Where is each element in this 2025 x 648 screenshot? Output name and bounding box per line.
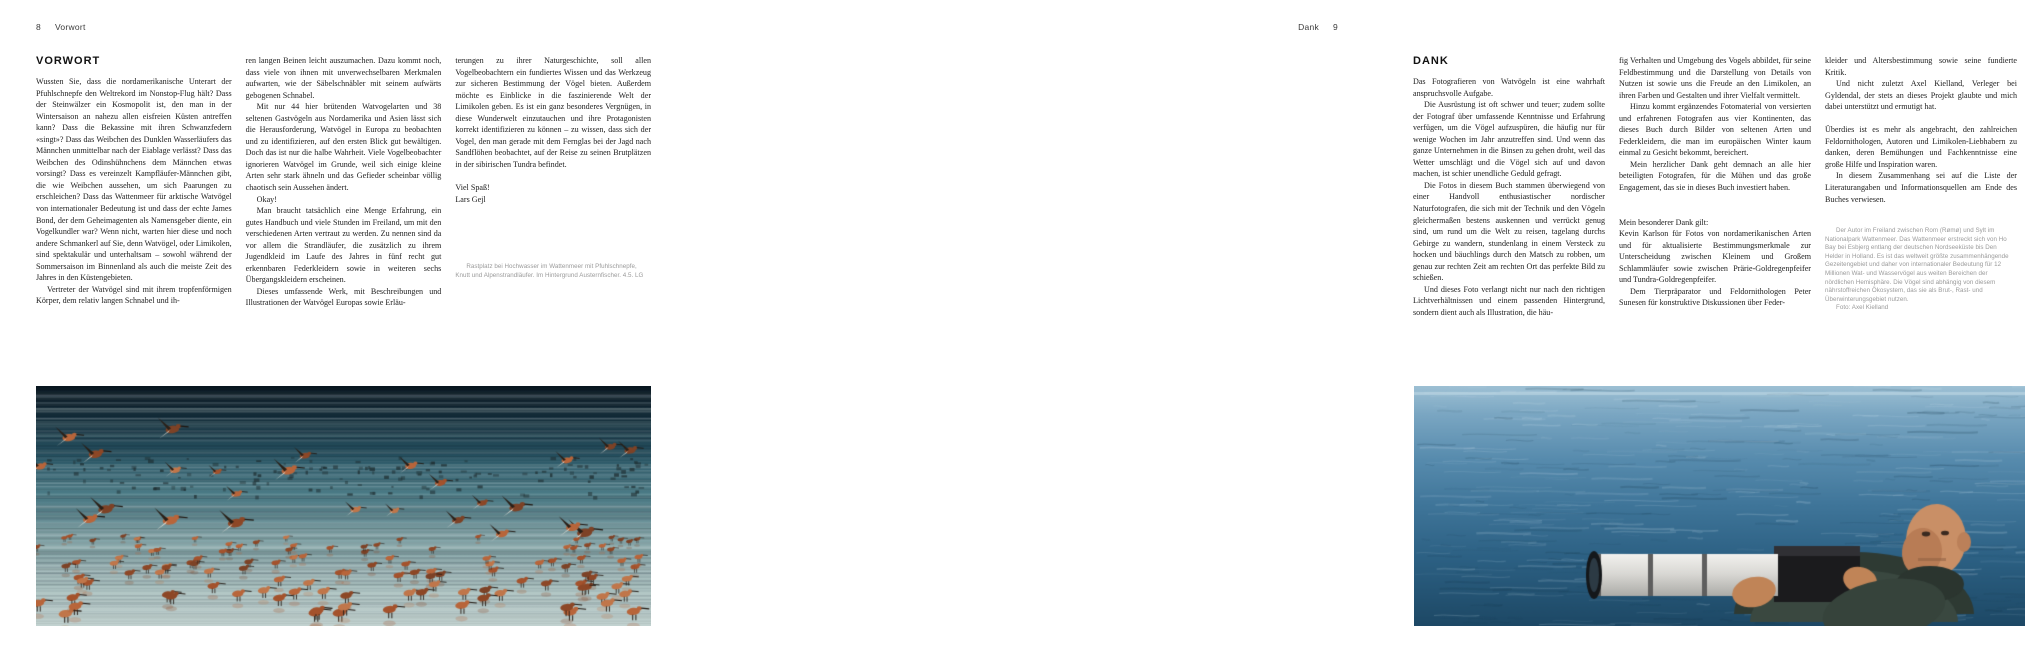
left-photo-wader-flock [36, 386, 651, 626]
right-column-3 [1825, 55, 2017, 318]
right-photo-credit: Foto: Axel Kielland [1836, 304, 1889, 312]
signature-line-1: Viel Spaß! [455, 182, 490, 192]
paragraph: Wussten Sie, dass die nordamerikanische Unterart der Pfuhlschnepfe den Weltrekord im Nonstop-Flug hält? Dass der Steinwälzer ein Kosmopolit ist, den man in der Wintersaison an nahezu allen eisfreien Küsten antreffen kann? Dass die Bekassine mit ihren Schwanzfedern «singt»? Dass das Weibchen des Dunklen Wasserläufers das Männchen unmittelbar nach der Eiablage verlässt? Dass das Weibchen des Odinshühnchens dem Männchen etwas vorsingt? Dass es vereinzelt Kampfläufer-Männchen gibt, die wie Weibchen aussehen, um sich Paarungen zu erschleichen? Dass das Wattenmeer für arktische Watvögel von internationaler Bedeutung ist und dass der echte James Bond, der dem Geheimagenten als Namensgeber diente, ein Vogelkundler war? Wenn nicht, warten hier diese und noch andere Schmankerl auf Sie, denn Watvögel, oder Limikolen, sind spektakulär und unterhaltsam – sowohl während der Sommersaison im Binnenland als auch die meiste Zeit des Jahres in den Küstengebieten. [36, 77, 232, 283]
paragraph: Die Ausrüstung ist oft schwer und teuer; zudem sollte der Fotograf über umfassende Kenntnisse und Erfahrung verfügen, um die Vögel aufzuspüren, die häufig nur für wenige Wochen im Jahr anzutreffen sind. Und wenn das ganze Unternehmen in die Binsen zu gehen droht, weil das Wetter umschlägt und die Vögel sich auf und davon machen, ist schier unendliche Geduld gefragt. [1413, 100, 1605, 179]
right-photo-caption: Der Autor im Freiland zwischen Rom (Rømø) und Sylt im Nationalpark Wattenmeer. Das Wattenmeer erstreckt sich von Ho Bay bei Esbjerg entlang der deutschen Nordseeküste bis Den Helder in Holland. Es ist das weltweit größte zusammenhängende Gezeitengebiet und daher von internationaler Bedeutung für 12 Millionen Wat- und Wasservögel aus weiten Bereichen der nördlichen Hemisphäre. Die Vögel sind abhängig von diesem nährstoffreichen Ökosystem, das sie als Brut-, Rast- und Überwinterungsgebiet nutzen. [1825, 227, 2009, 303]
paragraph: Die Fotos in diesem Buch stammen überwiegend von einer Handvoll enthusiastischer nordischer Naturfotografen, die sich mit der Technik und den Vögeln gleichermaßen bestens auskennen und verrückt genug sind, um rund um die Welt zu reisen, tagelang durchs Gebirge zu wandern, stundenlang in einem Versteck zu hocken und bäuchlings durch den Matsch zu robben, um genau zur rechten Zeit am rechten Ort das perfekte Bild zu schießen. [1413, 180, 1605, 283]
paragraph: Hinzu kommt ergänzendes Fotomaterial von versierten und erfahrenen Fotografen aus vier Kontinenten, das dieses Buch durch Bilder von seltenen Arten und Federkleidern, die man im europäischen Winter kaum einmal zu Gesicht bekommt, bereichert. [1619, 102, 1811, 158]
right-folio: 9 [1333, 22, 1338, 32]
left-running-head-label: Vorwort [54, 22, 86, 32]
paragraph: Dieses umfassende Werk, mit Beschreibungen und Illustrationen der Watvögel Europas sowie Erläu- [245, 286, 442, 308]
paragraph: ren langen Beinen leicht auszumachen. Dazu kommt noch, dass viele von ihnen mit unverwechselbaren Merkmalen aufwarten, wie der Säbelschnäbler mit seinem aufwärts gebogenen Schnabel. [245, 56, 442, 100]
paragraph: Mit nur 44 hier brütenden Watvogelarten und 38 seltenen Gastvögeln aus Nordamerika und Asien lässt sich die Herausforderung, Watvögel in Europa zu beobachten und zu identifizieren, auf den ersten Blick gut bewältigen. Doch das ist nur die halbe Wahrheit. Viele Vogelbeobachter ignorieren Watvögel im Grunde, weil sich einige kleine Arten sehr stark ähneln und das Gefieder scheinbar völlig chaotisch sein Aussehen ändert. [245, 102, 442, 193]
left-photo-canvas [36, 386, 651, 626]
page-title-vorwort: VORWORT [36, 55, 101, 67]
left-running-head [36, 22, 86, 32]
paragraph: Okay! [256, 194, 277, 204]
left-column-2 [246, 55, 442, 309]
left-folio: 8 [36, 22, 41, 32]
paragraph: Mein herzlicher Dank geht demnach an alle hier beteiligten Fotografen, für die Mühen und das große Engagement, das sie in dieses Buch investiert haben. [1619, 159, 1811, 193]
paragraph: Man braucht tatsächlich eine Menge Erfahrung, ein gutes Handbuch und viele Stunden im Freiland, um mit den verschiedenen Arten vertraut zu werden. Zu nennen sind da vor allem die Strandläufer, die zusätzlich zu ihrem Jugendkleid im Laufe des Jahres in fünf recht gut erkennbaren Federkleidern sowie in weiteren sechs Übergangskleidern erscheinen. [245, 206, 442, 285]
paragraph: Das Fotografieren von Watvögeln ist eine wahrhaft anspruchsvolle Aufgabe. [1413, 77, 1605, 98]
left-page-columns [36, 55, 651, 309]
paragraph: fig Verhalten und Umgebung des Vogels abbildet, für seine Feldbestimmung und die Darstellung von Details von Nutzen ist sowie uns die Freude an den Limikolen, an ihren Farben und Gestalten und ihrer Vielfalt vermittelt. [1619, 56, 1811, 100]
right-photo-canvas [1414, 386, 2025, 626]
left-photo-caption: Rastplatz bei Hochwasser im Wattenmeer mit Pfuhlschnepfe, Knutt und Alpenstrandläufer. Im Hintergrund Austernfischer. 4.5. LG [455, 263, 644, 279]
left-page [0, 0, 687, 648]
paragraph: Dem Tierpräparator und Feldornithologen Peter Sunesen für konstruktive Diskussionen über Feder- [1619, 286, 1811, 308]
right-running-head [1298, 22, 1338, 32]
left-column-3 [455, 55, 651, 309]
paragraph: In diesem Zusammenhang sei auf die Liste der Literaturangaben und Informationsquellen am Ende des Buches verwiesen. [1825, 171, 2017, 204]
thanks-subheading: Mein besonderer Dank gilt: [1619, 217, 1709, 227]
signature-line-2: Lars Gejl [455, 194, 486, 204]
right-column-2 [1619, 55, 1811, 318]
page-title-dank: DANK [1413, 55, 1449, 67]
paragraph: terungen zu ihrer Naturgeschichte, soll allen Vogelbeobachtern ein fundiertes Wissen und das Werkzeug zur sicheren Bestimmung der Vögel bieten. Außerdem möchte es Einblicke in die faszinierende Welt der Limikolen geben. Es ist ein ganz besonderes Vergnügen, in diese Wunderwelt einzutauchen und ihre Protagonisten korrekt identifizieren zu können – zu wissen, dass sich der Vogel, den man gerade mit dem Fernglas bei der Jagd nach Sandflöhen beobachtet, auf der Reise zu seinen Brutplätzen in der sibirischen Tundra befindet. [455, 56, 652, 169]
left-column-1 [36, 55, 232, 309]
right-page [687, 0, 2017, 648]
right-photo-author-portrait [1414, 386, 2025, 626]
paragraph: Vertreter der Watvögel sind mit ihrem tropfenförmigen Körper, dem relativ langen Schnabel und ih- [36, 284, 232, 306]
paragraph: Und dieses Foto verlangt nicht nur nach den richtigen Lichtverhältnissen und einem passenden Hintergrund, sondern dient auch als Illustration, die häu- [1413, 284, 1605, 317]
paragraph: kleider und Altersbestimmung sowie seine fundierte Kritik. [1825, 56, 2017, 77]
paragraph: Überdies ist es mehr als angebracht, den zahlreichen Feldornithologen, Autoren und Limikolen-Liebhabern zu danken, deren Bemühungen und Fachkenntnisse eine große Hilfe und Inspiration waren. [1825, 125, 2017, 169]
right-column-1 [1413, 55, 1605, 318]
paragraph: Und nicht zuletzt Axel Kielland, Verleger bei Gyldendal, der stets an dieses Projekt glaubte und mich dabei unterstützt und ermutigt hat. [1825, 79, 2017, 112]
right-page-columns [1413, 55, 2025, 318]
paragraph: Kevin Karlson für Fotos von nordamerikanischen Arten und für aktualisierte Bestimmungsmerkmale zur Unterscheidung zwischen Kleinem und Großem Schlammläufer sowie zwischen Prärie-Goldregenpfeifer und Tundra-Goldregenpfeifer. [1619, 229, 1811, 285]
right-running-head-label: Dank [1298, 22, 1320, 32]
